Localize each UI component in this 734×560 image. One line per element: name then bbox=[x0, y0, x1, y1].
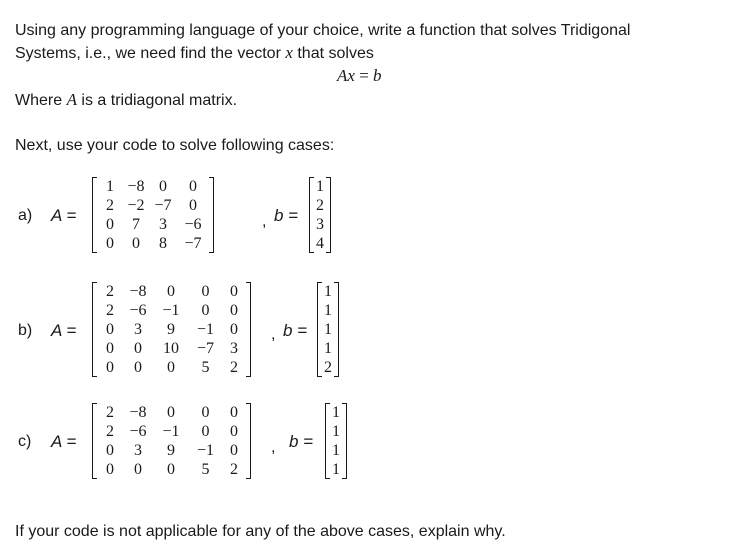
matrix-entry: −2 bbox=[127, 197, 145, 214]
matrix-entry: −8 bbox=[129, 404, 147, 421]
matrix-entry: 9 bbox=[167, 442, 175, 459]
matrix-row bbox=[330, 460, 342, 479]
matrix-entry: 7 bbox=[132, 216, 140, 233]
matrix-row bbox=[330, 441, 342, 460]
matrix-row bbox=[97, 234, 209, 253]
matrix-entry: 0 bbox=[106, 321, 114, 338]
matrix-grid bbox=[97, 177, 209, 253]
matrix-entry: 0 bbox=[201, 283, 210, 300]
matrix-entry: 0 bbox=[230, 423, 238, 440]
matrix-entry: 9 bbox=[167, 321, 175, 338]
matrix-row bbox=[314, 196, 326, 215]
matrix-entry: 0 bbox=[201, 302, 210, 319]
matrix-entry: 0 bbox=[106, 461, 114, 478]
matrix-row bbox=[97, 422, 246, 441]
case-c-vector-b bbox=[325, 403, 347, 479]
matrix-entry: 1 bbox=[324, 283, 332, 300]
matrix-entry: 0 bbox=[230, 321, 238, 338]
equation-eq: = bbox=[354, 66, 374, 85]
matrix-grid bbox=[97, 282, 246, 377]
matrix-entry: 3 bbox=[134, 442, 142, 459]
intro-line-1: Using any programming language of your choice, write a function that solves Tridigonal bbox=[15, 22, 631, 39]
intro-line-3 bbox=[15, 90, 237, 111]
matrix-entry: 0 bbox=[230, 283, 238, 300]
matrix-row bbox=[322, 301, 334, 320]
matrix-entry: 1 bbox=[332, 404, 340, 421]
matrix-right-bracket bbox=[246, 282, 251, 377]
matrix-entry: 0 bbox=[189, 197, 197, 214]
case-c-label: c) bbox=[18, 433, 32, 450]
matrix-left-bracket bbox=[92, 177, 97, 253]
matrix-row bbox=[97, 301, 246, 320]
matrix-row bbox=[97, 358, 246, 377]
equation-lhs: Ax bbox=[337, 66, 355, 85]
matrix-entry: 0 bbox=[134, 461, 142, 478]
matrix-entry: 0 bbox=[189, 178, 197, 195]
matrix-entry: −6 bbox=[129, 423, 147, 440]
equation-rhs: b bbox=[373, 66, 382, 85]
matrix-right-bracket bbox=[246, 403, 251, 479]
case-c-separator: , bbox=[271, 439, 276, 456]
matrix-entry: 3 bbox=[134, 321, 142, 338]
matrix-entry: −7 bbox=[184, 235, 202, 252]
case-a-a-name: A = bbox=[51, 206, 77, 225]
matrix-entry: −1 bbox=[162, 423, 180, 440]
matrix-entry: 1 bbox=[332, 461, 340, 478]
matrix-entry: −1 bbox=[162, 302, 180, 319]
matrix-entry: 1 bbox=[106, 178, 114, 195]
matrix-entry: 1 bbox=[324, 340, 332, 357]
vector-x: x bbox=[285, 43, 293, 62]
matrix-row bbox=[97, 460, 246, 479]
matrix-entry: 1 bbox=[316, 178, 324, 195]
matrix-entry: 0 bbox=[106, 340, 114, 357]
case-a-b-name: b = bbox=[274, 206, 299, 225]
matrix-entry: 2 bbox=[106, 404, 114, 421]
matrix-row bbox=[330, 422, 342, 441]
case-b-matrix-a bbox=[92, 282, 251, 377]
matrix-row bbox=[322, 339, 334, 358]
matrix-row bbox=[97, 441, 246, 460]
matrix-entry: 2 bbox=[106, 302, 114, 319]
case-a-separator: , bbox=[262, 213, 267, 230]
matrix-row bbox=[97, 215, 209, 234]
matrix-row bbox=[97, 282, 246, 301]
matrix-entry: 2 bbox=[230, 461, 238, 478]
matrix-entry: 0 bbox=[159, 178, 167, 195]
matrix-row bbox=[97, 320, 246, 339]
matrix-row bbox=[322, 358, 334, 377]
matrix-entry: −1 bbox=[196, 442, 215, 459]
matrix-row bbox=[97, 339, 246, 358]
matrix-row bbox=[314, 215, 326, 234]
case-b-a-name: A = bbox=[51, 321, 77, 340]
matrix-entry: 5 bbox=[201, 461, 210, 478]
case-b-b-name: b = bbox=[283, 321, 308, 340]
matrix-right-bracket bbox=[326, 177, 331, 253]
matrix-entry: 2 bbox=[324, 359, 332, 376]
matrix-entry: −6 bbox=[184, 216, 202, 233]
matrix-entry: 2 bbox=[106, 423, 114, 440]
matrix-entry: 3 bbox=[316, 216, 324, 233]
case-c-b-name: b = bbox=[289, 432, 314, 451]
case-b-label: b) bbox=[18, 322, 33, 339]
matrix-entry: −7 bbox=[154, 197, 172, 214]
matrix-left-bracket bbox=[325, 403, 330, 479]
matrix-grid bbox=[314, 177, 326, 253]
matrix-entry: 0 bbox=[167, 461, 175, 478]
matrix-a-symbol: A bbox=[66, 90, 77, 109]
matrix-row bbox=[97, 403, 246, 422]
matrix-entry: 3 bbox=[230, 340, 238, 357]
matrix-grid bbox=[97, 403, 246, 479]
matrix-row bbox=[330, 403, 342, 422]
matrix-entry: 0 bbox=[106, 235, 114, 252]
matrix-left-bracket bbox=[309, 177, 314, 253]
matrix-entry: 0 bbox=[167, 359, 175, 376]
matrix-entry: −8 bbox=[127, 178, 145, 195]
matrix-entry: 8 bbox=[159, 235, 167, 252]
matrix-entry: 0 bbox=[106, 359, 114, 376]
matrix-entry: 3 bbox=[159, 216, 167, 233]
matrix-entry: 0 bbox=[106, 216, 114, 233]
matrix-entry: 0 bbox=[201, 423, 210, 440]
case-c bbox=[15, 401, 734, 485]
matrix-row bbox=[314, 234, 326, 253]
matrix-entry: 0 bbox=[167, 404, 175, 421]
matrix-entry: 5 bbox=[201, 359, 210, 376]
matrix-entry: −7 bbox=[196, 340, 215, 357]
matrix-entry: 1 bbox=[324, 321, 332, 338]
matrix-row bbox=[314, 177, 326, 196]
intro-line-3-post: is a tridiagonal matrix. bbox=[76, 92, 238, 109]
intro-line-3-pre: Where bbox=[15, 92, 67, 109]
matrix-entry: 0 bbox=[106, 442, 114, 459]
case-a-matrix-a bbox=[92, 177, 214, 253]
matrix-right-bracket bbox=[342, 403, 347, 479]
intro-line-2-post: that solves bbox=[292, 45, 374, 62]
matrix-entry: 0 bbox=[134, 340, 142, 357]
intro-line-2 bbox=[15, 43, 374, 64]
equation-ax-eq-b bbox=[337, 66, 382, 86]
matrix-left-bracket bbox=[317, 282, 322, 377]
matrix-entry: 2 bbox=[316, 197, 324, 214]
matrix-entry: 1 bbox=[324, 302, 332, 319]
case-a bbox=[15, 175, 734, 259]
matrix-row bbox=[97, 196, 209, 215]
matrix-entry: 0 bbox=[132, 235, 140, 252]
matrix-grid bbox=[330, 403, 342, 479]
case-b-separator: , bbox=[271, 326, 276, 343]
case-b bbox=[15, 280, 734, 384]
matrix-right-bracket bbox=[209, 177, 214, 253]
matrix-row bbox=[322, 282, 334, 301]
closing-question: If your code is not applicable for any of the above cases, explain why. bbox=[15, 523, 506, 540]
matrix-entry: −8 bbox=[129, 283, 147, 300]
case-b-vector-b bbox=[317, 282, 339, 377]
matrix-row bbox=[322, 320, 334, 339]
matrix-entry: −1 bbox=[196, 321, 215, 338]
matrix-entry: 0 bbox=[134, 359, 142, 376]
matrix-grid bbox=[322, 282, 334, 377]
matrix-left-bracket bbox=[92, 282, 97, 377]
matrix-row bbox=[97, 177, 209, 196]
case-c-a-name: A = bbox=[51, 432, 77, 451]
intro-line-2-pre: Systems, i.e., we need find the vector bbox=[15, 45, 286, 62]
matrix-entry: 0 bbox=[230, 404, 238, 421]
matrix-entry: 1 bbox=[332, 423, 340, 440]
matrix-entry: 0 bbox=[201, 404, 210, 421]
case-a-vector-b bbox=[309, 177, 331, 253]
matrix-entry: 0 bbox=[167, 283, 175, 300]
next-instructions: Next, use your code to solve following cases: bbox=[15, 137, 335, 154]
case-c-matrix-a bbox=[92, 403, 251, 479]
matrix-entry: 0 bbox=[230, 302, 238, 319]
matrix-right-bracket bbox=[334, 282, 339, 377]
matrix-entry: 1 bbox=[332, 442, 340, 459]
matrix-entry: 2 bbox=[106, 283, 114, 300]
matrix-entry: 4 bbox=[316, 235, 324, 252]
case-a-label: a) bbox=[18, 207, 33, 224]
matrix-entry: 2 bbox=[106, 197, 114, 214]
matrix-entry: 0 bbox=[230, 442, 238, 459]
matrix-entry: 10 bbox=[163, 340, 179, 357]
matrix-entry: 2 bbox=[230, 359, 238, 376]
matrix-entry: −6 bbox=[129, 302, 147, 319]
matrix-left-bracket bbox=[92, 403, 97, 479]
